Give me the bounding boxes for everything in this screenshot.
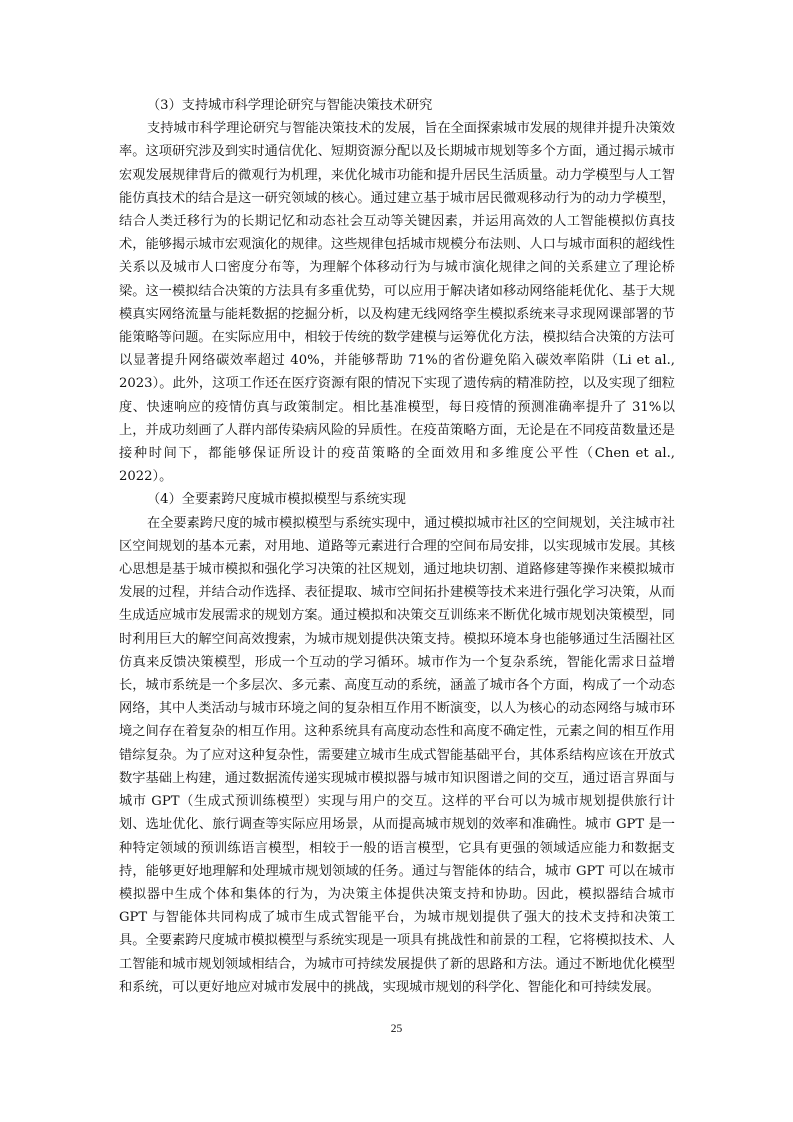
section-heading-4: （4）全要素跨尺度城市模拟模型与系统实现 [147,492,406,508]
page-body [119,94,675,999]
section-paragraph-3: 支持城市科学理论研究与智能决策技术的发展，旨在全面探索城市发展的规律并提升决策效率。这项研究涉及到实时通信优化、短期资源分配以及长期城市规划等多个方面，通过揭示城市宏观发展规律背后的微观行为机理，来优化城市功能和提升居民生活质量。动力学模型与人工智能仿真技术的结合是这一研究领域的核心。通过建立基于城市居民微观移动行为的动力学模型，结合人类迁移行为的长期记忆和动态社会互动等关键因素，并运用高效的人工智能模拟仿真技术，能够揭示城市宏观演化的规律。这些规律包括城市规模分布法则、人口与城市面积的超线性关系以及城市人口密度分布等，为理解个体移动行为与城市演化规律之间的关系建立了理论桥梁。这一模拟结合决策的方法具有多重优势，可以应用于解决诸如移动网络能耗优化、基于大规模真实网络流量与能耗数据的挖掘分析，以及构建无线网络孪生模拟系统来寻求现网课部署的节能策略等问题。在实际应用中，相较于传统的数学建模与运筹优化方法，模拟结合决策的方法可以显著提升网络碳效率超过 40%，并能够帮助 71%的省份避免陷入碳效率陷阱（Li et al., 2023）。此外，这项工作还在医疗资源有限的情况下实现了遗传病的精准防控，以及实现了细粒度、快速响应的疫情仿真与政策制定。相比基准模型，每日疫情的预测准确率提升了 31%以上，并成功刻画了人群内部传染病风险的异质性。在疫苗策略方面，无论是在不同疫苗数量还是接种时间下，都能够保证所设计的疫苗策略的全面效用和多维度公平性（Chen et al., 2022）。 [119,121,675,485]
section-heading-3: （3）支持城市科学理论研究与智能决策技术研究 [147,98,433,113]
page-number: 25 [390,1023,403,1035]
section-paragraph-4: 在全要素跨尺度的城市模拟模型与系统实现中，通过模拟城市社区的空间规划，关注城市社区空间规划的基本元素，对用地、道路等元素进行合理的空间布局安排，以实现城市发展。其核心思想是基于城市模拟和强化学习决策的社区规划，通过地块切割、道路修建等操作来模拟城市发展的过程，并结合动作选择、表征提取、城市空间拓扑建模等技术来进行强化学习决策，从而生成适应城市发展需求的规划方案。通过模拟和决策交互训练来不断优化城市规划决策模型，同时利用巨大的解空间高效搜索，为城市规划提供决策支持。模拟环境本身也能够通过生活圈社区仿真来反馈决策模型，形成一个互动的学习循环。城市作为一个复杂系统，智能化需求日益增长，城市系统是一个多层次、多元素、高度互动的系统，涵盖了城市各个方面，构成了一个动态网络，其中人类活动与城市环境之间的复杂相互作用不断演变，以人为核心的动态网络与城市环境之间存在着复杂的相互作用。这种系统具有高度动态性和高度不确定性，元素之间的相互作用错综复杂。为了应对这种复杂性，需要建立城市生成式智能基础平台，其体系结构应该在开放式数字基础上构建，通过数据流传递实现城市模拟器与城市知识图谱之间的交互，通过语言界面与城市 GPT（生成式预训练模型）实现与用户的交互。这样的平台可以为城市规划提供旅行计划、选址优化、旅行调查等实际应用场景，从而提高城市规划的效率和准确性。城市 GPT 是一种特定领域的预训练语言模型，相较于一般的语言模型，它具有更强的领域适应能力和数据支持，能够更好地理解和处理城市规划领域的任务。通过与智能体的结合，城市 GPT 可以在城市模拟器中生成个体和集体的行为，为决策主体提供决策支持和协助。因此，模拟器结合城市 GPT 与智能体共同构成了城市生成式智能平台，为城市规划提供了强大的技术支持和决策工具。全要素跨尺度城市模拟模型与系统实现是一项具有挑战性和前景的工程，它将模拟技术、人工智能和城市规划领域相结合，为城市可持续发展提供了新的思路和方法。通过不断地优化模型和系统，可以更好地应对城市发展中的挑战，实现城市规划的科学化、智能化和可持续发展。 [119,515,675,995]
